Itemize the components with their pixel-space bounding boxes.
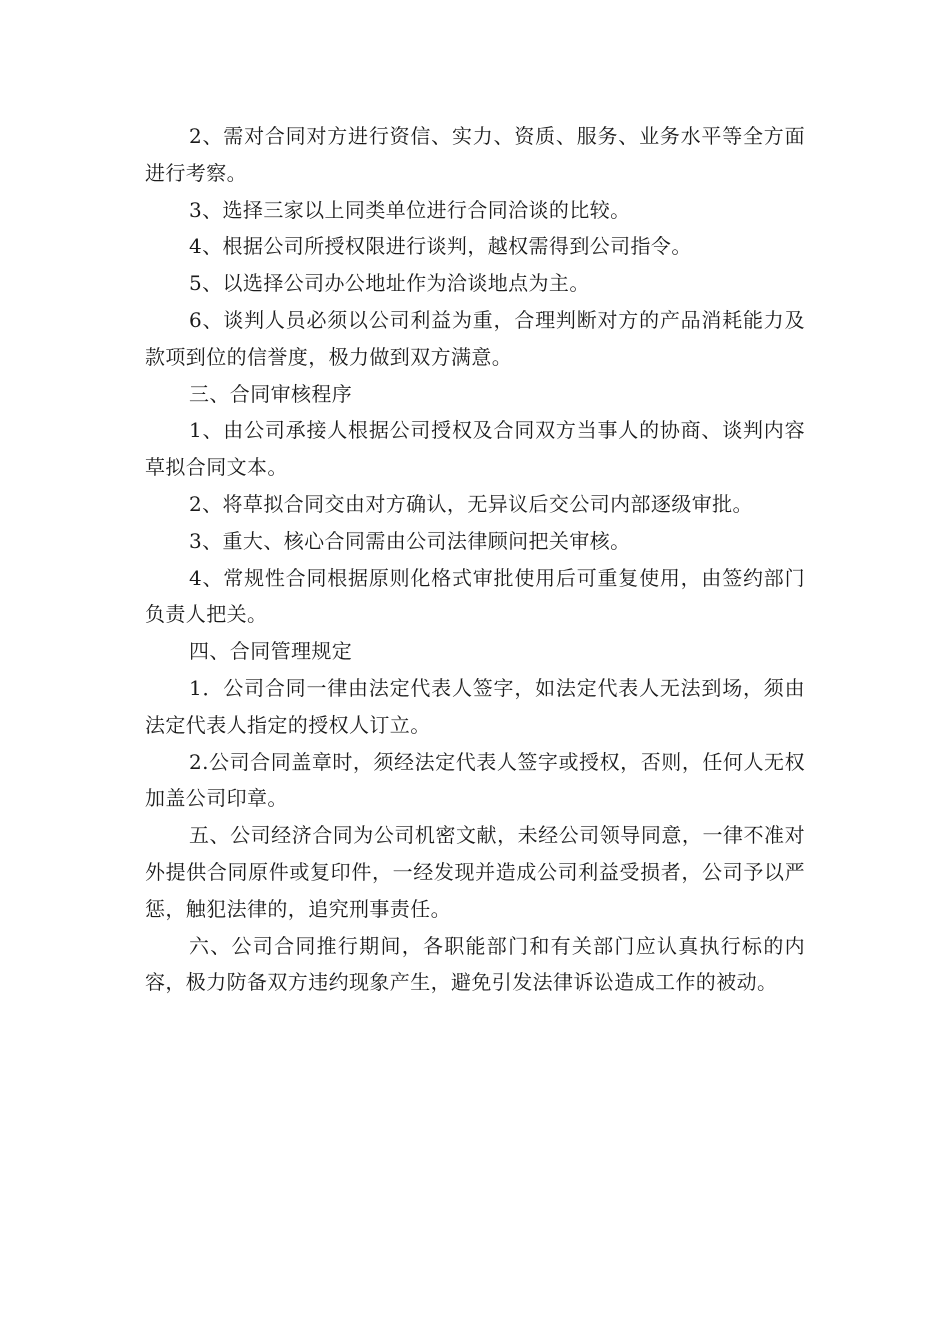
paragraph-clause-6-negotiators: 6、谈判人员必须以公司利益为重，合理判断对方的产品消耗能力及款项到位的信誉度，极力做到双方满意。 [145, 307, 805, 369]
paragraph-clause-4-authorization: 4、根据公司所授权限进行谈判，越权需得到公司指令。 [189, 234, 692, 259]
paragraph-rule-1-signature: 1．公司合同一律由法定代表人签字，如法定代表人无法到场，须由法定代表人指定的授权人订立。 [145, 675, 805, 737]
paragraph-review-1-draft: 1、由公司承接人根据公司授权及合同双方当事人的协商、谈判内容草拟合同文本。 [145, 418, 805, 480]
paragraph-rule-2-seal: 2.公司合同盖章时，须经法定代表人签字或授权，否则，任何人无权加盖公司印章。 [145, 749, 805, 811]
paragraph-review-3-legal: 3、重大、核心合同需由公司法律顾问把关审核。 [189, 528, 631, 553]
paragraph-review-4-standard: 4、常规性合同根据原则化格式审批使用后可重复使用，由签约部门负责人把关。 [145, 565, 805, 627]
paragraph-review-2-approval: 2、将草拟合同交由对方确认，无异议后交公司内部逐级审批。 [189, 491, 753, 516]
paragraph-clause-5-location: 5、以选择公司办公地址作为洽谈地点为主。 [189, 271, 590, 296]
section-heading-review-procedure: 三、合同审核程序 [189, 381, 353, 406]
paragraph-section-6-execution: 六、公司合同推行期间，各职能部门和有关部门应认真执行标的内容，极力防备双方违约现象产生，避免引发法律诉讼造成工作的被动。 [145, 933, 805, 995]
paragraph-clause-3-compare-units: 3、选择三家以上同类单位进行合同洽谈的比较。 [189, 197, 631, 222]
document-body [145, 118, 805, 1001]
paragraph-clause-2-credit-check: 2、需对合同对方进行资信、实力、资质、服务、业务水平等全方面进行考察。 [145, 124, 805, 185]
section-heading-management-rules: 四、合同管理规定 [189, 639, 353, 664]
paragraph-section-5-confidentiality: 五、公司经济合同为公司机密文献，未经公司领导同意，一律不准对外提供合同原件或复印件，一经发现并造成公司利益受损者，公司予以严惩，触犯法律的，追究刑事责任。 [145, 823, 805, 921]
